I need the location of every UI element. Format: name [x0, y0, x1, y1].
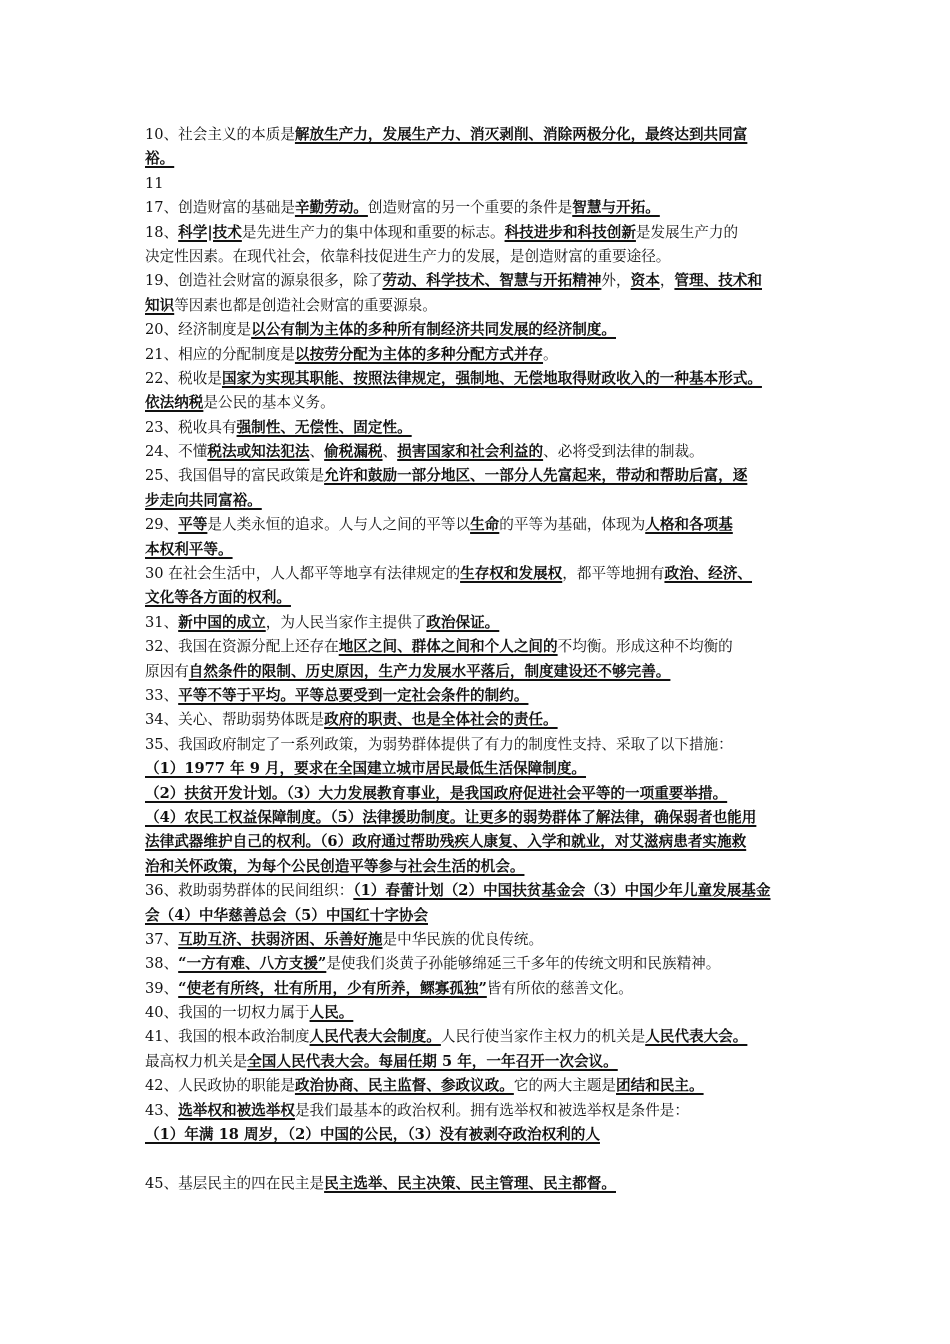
text-segment: 。: [543, 345, 558, 363]
text-line: [145, 855, 820, 879]
underlined-key-phrase: 生存权和发展权: [460, 565, 563, 583]
underlined-key-phrase: 本权利平等。: [145, 540, 233, 558]
text-line: [145, 343, 820, 367]
text-line: [145, 1099, 820, 1123]
text-segment: 创造财富的另一个重要的条件是: [367, 199, 573, 217]
underlined-key-phrase: 辛勤劳动。: [294, 199, 368, 217]
text-segment: 它的两大主题是: [513, 1077, 617, 1095]
underlined-key-phrase: 政治保证。: [426, 613, 500, 631]
text-line: [145, 318, 820, 342]
text-segment: 、必将受到法律的制裁。: [543, 443, 704, 461]
text-line: [145, 416, 820, 440]
text-segment: 是先进生产力的集中体现和重要的标志。: [241, 223, 505, 241]
text-line: [145, 269, 820, 293]
text-segment: 35、我国政府制定了一系列政策，为弱势群体提供了有力的制度性支持、采取了以下措施：: [145, 735, 733, 753]
text-line: [145, 904, 820, 928]
text-line: [145, 977, 820, 1001]
text-segment: 原因有: [145, 662, 189, 680]
text-segment: 18、: [145, 223, 179, 241]
underlined-key-phrase: 人民代表大会。: [645, 1028, 748, 1046]
text-segment: 19、创造社会财富的源泉很多，除了: [145, 272, 383, 290]
text-segment: 23、税收具有: [145, 418, 237, 436]
text-segment: 10、社会主义的本质是: [145, 126, 295, 143]
text-line: [145, 196, 820, 220]
document-body: [145, 123, 820, 1196]
text-segment: 11: [145, 174, 164, 192]
text-segment: 外，: [601, 272, 631, 290]
text-segment: 等因素也都是创造社会财富的重要源泉。: [174, 296, 437, 314]
underlined-key-phrase: 治和关怀政策，为每个公民创造平等参与社会生活的机会。: [145, 857, 525, 875]
underlined-key-phrase: 以按劳分配为主体的多种分配方式并存: [294, 345, 544, 363]
underlined-key-phrase: “使老有所终，壮有所用，少有所养，鳏寡孤独”: [178, 979, 487, 997]
text-segment: 是公民的基本义务。: [203, 394, 335, 412]
underlined-key-phrase: （1）1977 年 9 月，要求在全国建立城市居民最低生活保障制度。: [145, 760, 587, 778]
underlined-key-phrase: 以公有制为主体的多种所有制经济共同发展的经济制度。: [251, 321, 616, 339]
text-line: [145, 757, 820, 781]
text-line: [145, 611, 820, 635]
text-segment: 、: [309, 443, 325, 461]
underlined-key-phrase: 人民代表大会制度。: [309, 1028, 441, 1046]
text-line: [145, 1050, 820, 1074]
text-line: [145, 221, 820, 245]
text-line: [145, 1025, 820, 1049]
text-segment: 29、: [145, 516, 179, 534]
text-line: [145, 635, 820, 659]
underlined-key-phrase: 国家为实现其职能、按照法律规定，强制地、无偿地取得财政收入的一种基本形式。: [221, 369, 762, 387]
text-segment: 34、关心、帮助弱势体既是: [145, 711, 325, 729]
underlined-key-phrase: 文化等各方面的权利。: [145, 589, 291, 607]
underlined-key-phrase: 知识: [145, 296, 175, 314]
underlined-key-phrase: （1）春蕾计划（2）中国扶贫基金会（3）中国少年儿童发展基金: [353, 882, 771, 900]
underlined-key-phrase: 强制性、无偿性、固定性。: [236, 418, 412, 436]
text-line: [145, 464, 820, 488]
underlined-key-phrase: （4）农民工权益保障制度。（5）法律援助制度。让更多的弱势群体了解法律，确保弱者也能用: [145, 808, 757, 826]
text-segment: 22、税收是: [145, 369, 222, 387]
underlined-key-phrase: 步走向共同富裕。: [145, 491, 262, 509]
underlined-key-phrase: 劳动、科学技术、智慧与开拓精神: [382, 272, 602, 290]
text-segment: 39、: [145, 979, 179, 997]
text-segment: 45、基层民主的四在民主是: [145, 1174, 325, 1192]
text-segment: 20、经济制度是: [145, 321, 252, 339]
text-segment: 17、创造财富的基础是: [145, 199, 295, 217]
underlined-key-phrase: 地区之间、群体之间和个人之间的: [338, 638, 558, 656]
text-segment: 42、人民政协的职能是: [145, 1077, 295, 1095]
underlined-key-phrase: 允许和鼓励一部分地区、一部分人先富起来，带动和帮助后富，逐: [324, 467, 748, 485]
text-line: [145, 294, 820, 318]
underlined-key-phrase: 人民。: [309, 1004, 354, 1022]
text-segment: 最高权力机关是: [145, 1052, 248, 1070]
text-line: [145, 538, 820, 562]
text-segment: 是人类永恒的追求。人与人之间的平等以: [207, 516, 471, 534]
underlined-key-phrase: （1）年满 18 周岁，（2）中国的公民，（3）没有被剥夺政治权利的人: [145, 1126, 600, 1144]
text-line: [145, 830, 820, 854]
text-line: [145, 586, 820, 610]
text-segment: 30 在社会生活中，人人都平等地享有法律规定的: [145, 565, 461, 583]
text-segment: 24、不懂: [145, 443, 208, 461]
text-segment: 人民行使当家作主权力的机关是: [440, 1028, 646, 1046]
text-line: [145, 879, 820, 903]
text-line: [145, 1001, 820, 1025]
text-segment: ，为人民当家作主提供了: [265, 613, 427, 631]
underlined-key-phrase: 科学|技术: [178, 223, 242, 241]
text-segment: 决定性因素。在现代社会，依靠科技促进生产力的发展，是创造财富的重要途径。: [145, 247, 671, 265]
text-line: [145, 1172, 820, 1196]
text-segment: 31、: [145, 613, 179, 631]
text-segment: ，都平等地拥有: [562, 565, 665, 583]
text-line: [145, 513, 820, 537]
underlined-key-phrase: 智慧与开拓。: [572, 199, 660, 217]
text-line: [145, 684, 820, 708]
text-line: [145, 562, 820, 586]
text-segment: 是我们最基本的政治权利。拥有选举权和被选举权是条件是：: [294, 1101, 689, 1119]
text-segment: 、: [382, 443, 398, 461]
text-line: [145, 123, 820, 147]
underlined-key-phrase: 管理、技术和: [674, 272, 762, 290]
underlined-key-phrase: 政治、经济、: [664, 565, 753, 583]
underlined-key-phrase: 平等不等于平均。平等总要受到一定社会条件的制约。: [178, 686, 529, 704]
underlined-key-phrase: 政治协商、民主监督、参政议政。: [294, 1077, 514, 1095]
text-segment: 41、我国的根本政治制度: [145, 1028, 310, 1046]
underlined-key-phrase: （2）扶贫开发计划。（3）大力发展教育事业，是我国政府促进社会平等的一项重要举措。: [145, 784, 728, 802]
text-segment: ，: [659, 272, 675, 290]
underlined-key-phrase: 税法或知法犯法: [207, 443, 310, 461]
text-segment: 38、: [145, 955, 179, 973]
text-segment: 21、相应的分配制度是: [145, 345, 295, 363]
text-line: [145, 782, 820, 806]
text-line: [145, 928, 820, 952]
underlined-key-phrase: 会（4）中华慈善总会（5）中国红十字协会: [145, 906, 428, 924]
underlined-key-phrase: 民主选举、民主决策、民主管理、民主都督。: [324, 1174, 616, 1192]
text-segment: 是中华民族的优良传统。: [382, 930, 544, 948]
text-segment: 33、: [145, 686, 179, 704]
text-segment: 是发展生产力的: [635, 223, 739, 241]
underlined-key-phrase: 新中国的成立: [178, 613, 266, 631]
text-line: [145, 1123, 820, 1147]
underlined-key-phrase: 全国人民代表大会。每届任期 5 年，一年召开一次会议。: [247, 1052, 618, 1070]
text-line: [145, 1074, 820, 1098]
text-line: [145, 489, 820, 513]
text-segment: 25、我国倡导的富民政策是: [145, 467, 325, 485]
text-line: [145, 733, 820, 757]
underlined-key-phrase: 人格和各项基: [645, 516, 733, 534]
underlined-key-phrase: 资本: [630, 272, 660, 290]
underlined-key-phrase: 互助互济、扶弱济困、乐善好施: [178, 930, 383, 948]
underlined-key-phrase: 团结和民主。: [616, 1077, 704, 1095]
underlined-key-phrase: 偷税漏税: [324, 443, 383, 461]
underlined-key-phrase: 依法纳税: [145, 394, 204, 412]
text-segment: 皆有所依的慈善文化。: [486, 979, 633, 997]
underlined-key-phrase: 解放生产力，发展生产力、消灭剥削、消除两极分化，最终达到共同富: [294, 126, 748, 143]
underlined-key-phrase: 平等: [178, 516, 208, 534]
text-segment: 40、我国的一切权力属于: [145, 1004, 310, 1022]
underlined-key-phrase: 自然条件的限制、历史原因，生产力发展水平落后，制度建设还不够完善。: [188, 662, 671, 680]
text-segment: 37、: [145, 930, 179, 948]
text-line: [145, 245, 820, 269]
underlined-key-phrase: 损害国家和社会利益的: [397, 443, 544, 461]
text-line: [145, 1147, 820, 1171]
underlined-key-phrase: “一方有难、八方支援”: [178, 955, 327, 973]
text-segment: 43、: [145, 1101, 179, 1119]
underlined-key-phrase: 科技进步和科技创新: [504, 223, 636, 241]
text-line: [145, 806, 820, 830]
text-line: [145, 172, 820, 196]
text-line: [145, 147, 820, 171]
text-line: [145, 708, 820, 732]
text-segment: 36、救助弱势群体的民间组织：: [145, 882, 354, 900]
text-line: [145, 367, 820, 391]
text-line: [145, 660, 820, 684]
text-line: [145, 440, 820, 464]
underlined-key-phrase: 选举权和被选举权: [178, 1101, 295, 1119]
underlined-key-phrase: 生命: [470, 516, 500, 534]
underlined-key-phrase: 政府的职责、也是全体社会的责任。: [324, 711, 558, 729]
underlined-key-phrase: 裕。: [145, 150, 175, 168]
text-segment: 的平等为基础，体现为: [499, 516, 646, 534]
text-segment: 是使我们炎黄子孙能够绵延三千多年的传统文明和民族精神。: [326, 955, 721, 973]
text-line: [145, 952, 820, 976]
text-segment: 32、我国在资源分配上还存在: [145, 638, 339, 656]
text-line: [145, 391, 820, 415]
text-segment: 不均衡。形成这种不均衡的: [557, 638, 733, 656]
underlined-key-phrase: 法律武器维护自己的权利。（6）政府通过帮助残疾人康复、入学和就业，对艾滋病患者实施救: [145, 833, 747, 851]
